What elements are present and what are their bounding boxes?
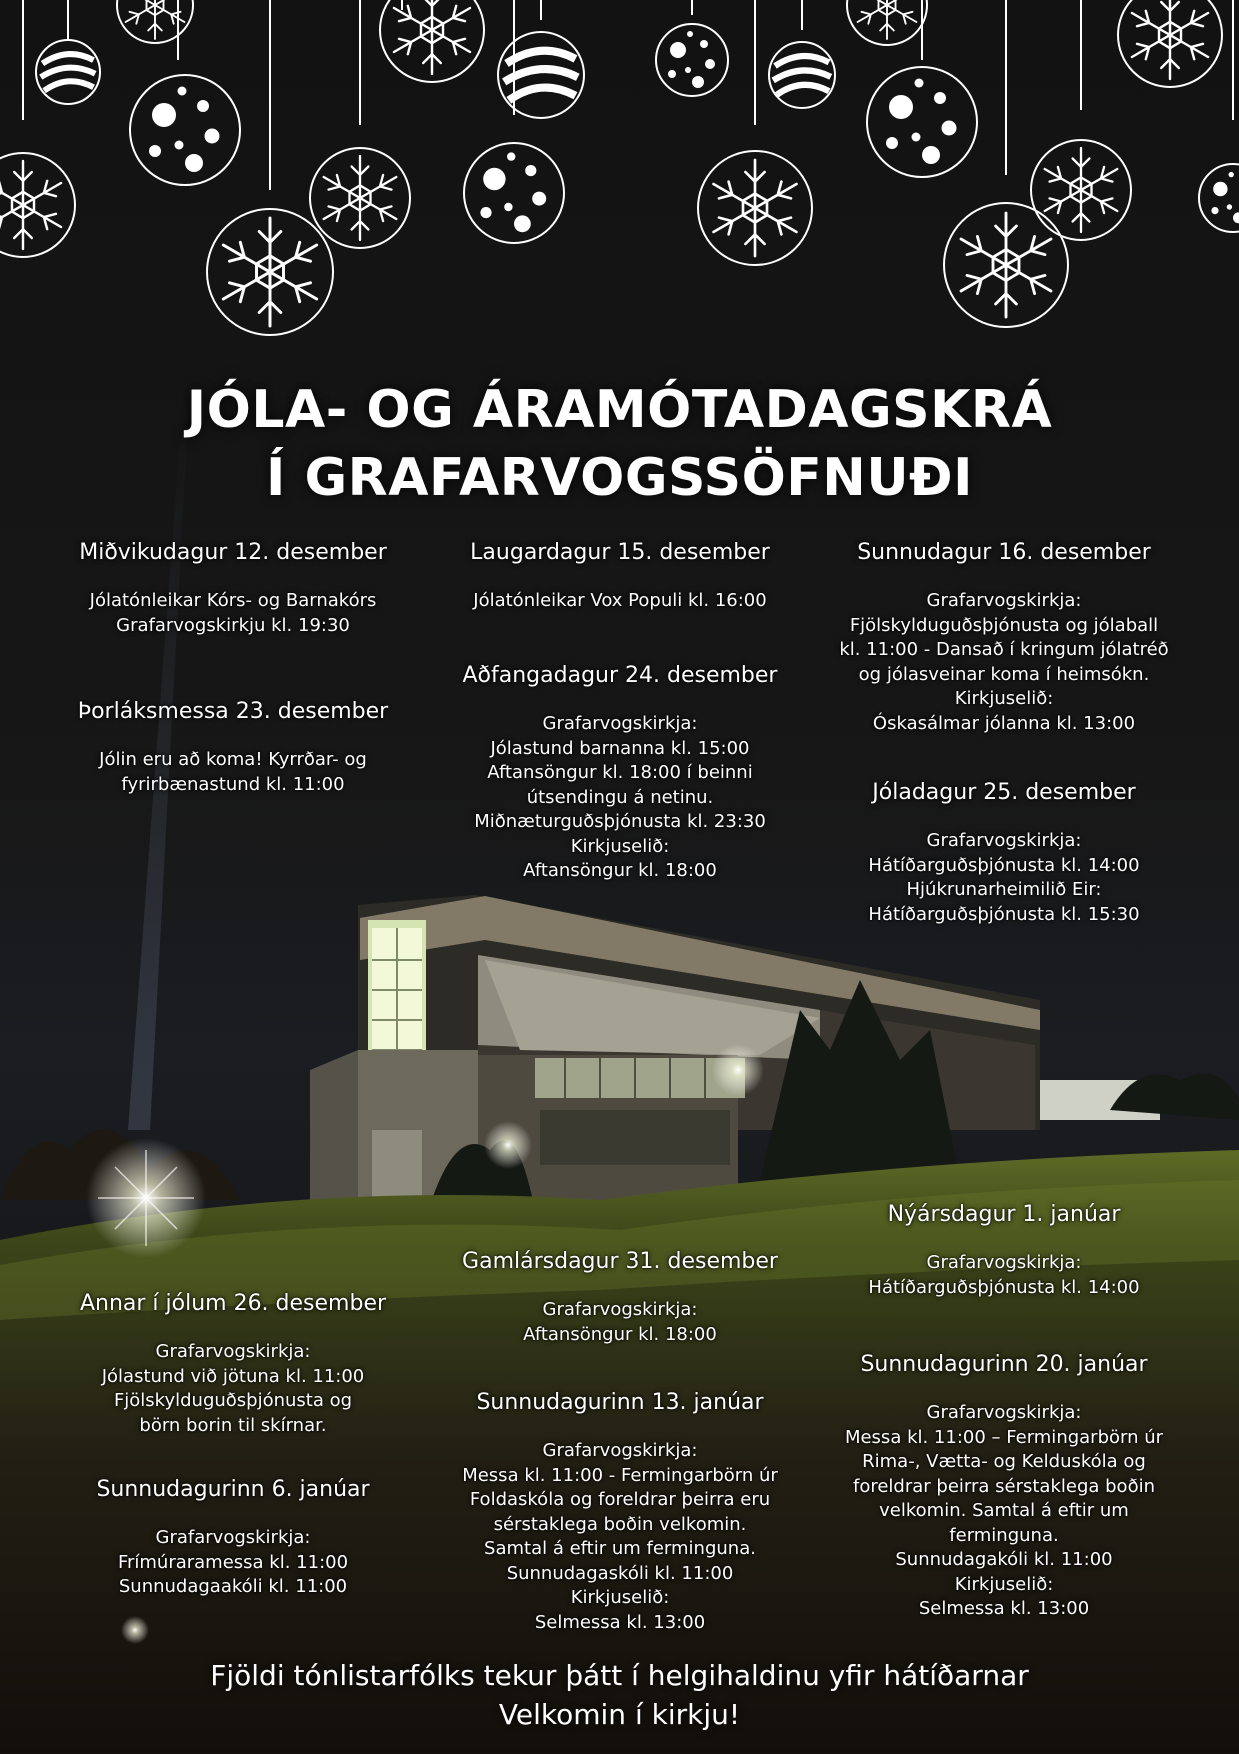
event-line: og jólasveinar koma í heimsókn. — [858, 663, 1150, 685]
page-title-line-2: Í GRAFARVOGSSÖFNUÐI — [266, 448, 973, 508]
event-line: Grafarvogskirkja: — [155, 1341, 311, 1362]
event-1-januar — [824, 1201, 1184, 1300]
event-31-desember — [440, 1248, 800, 1347]
event-line: velkomin. Samtal á eftir um — [879, 1500, 1129, 1521]
event-heading: Aðfangadagur 24. desember — [462, 663, 778, 688]
event-line: Sunnudagakóli kl. 11:00 — [895, 1549, 1113, 1570]
event-line: kl. 11:00 - Dansað í kringum jólatréð — [839, 639, 1169, 660]
page-title-line-1: JÓLA- OG ÁRAMÓTADAGSKRÁ — [186, 380, 1053, 440]
footer-line-1: Fjöldi tónlistarfólks tekur þátt í helgihaldinu yfir hátíðarnar — [210, 1659, 1029, 1692]
event-heading: Gamlársdagur 31. desember — [462, 1249, 778, 1274]
event-line: Grafarvogskirkju kl. 19:30 — [116, 614, 350, 636]
event-line: Hjúkrunarheimilið Eir: — [906, 879, 1102, 900]
event-line: Grafarvogskirkja: — [926, 1402, 1082, 1423]
event-line: börn borin til skírnar. — [139, 1414, 327, 1436]
event-line: Foldaskóla og foreldrar þeirra eru — [469, 1489, 771, 1510]
event-line: Grafarvogskirkja: — [926, 1252, 1082, 1273]
event-line: Sunnudagaakóli kl. 11:00 — [118, 1576, 348, 1597]
event-heading: Sunnudagur 16. desember — [857, 540, 1151, 565]
event-line: Aftansöngur kl. 18:00 — [523, 860, 717, 881]
event-16-desember — [824, 539, 1184, 736]
event-line: Kirkjuselið: — [954, 1573, 1054, 1595]
event-line: Jólatónleikar Kórs- og Barnakórs — [89, 590, 377, 611]
event-line: Grafarvogskirkja: — [542, 713, 698, 734]
event-line: Óskasálmar jólanna kl. 13:00 — [872, 712, 1136, 734]
event-line: Messa kl. 11:00 - Fermingarbörn úr — [462, 1464, 778, 1486]
event-line: Messa kl. 11:00 – Fermingarbörn úr — [844, 1426, 1164, 1448]
event-line: Selmessa kl. 13:00 — [534, 1611, 706, 1633]
event-heading: Sunnudagurinn 13. janúar — [476, 1390, 764, 1415]
event-13-januar — [440, 1389, 800, 1635]
event-heading: Sunnudagurinn 6. janúar — [96, 1477, 370, 1502]
event-line: Jólatónleikar Vox Populi kl. 16:00 — [473, 590, 767, 611]
event-line: Frímúraramessa kl. 11:00 — [117, 1551, 349, 1573]
event-line: Selmessa kl. 13:00 — [918, 1598, 1090, 1619]
event-heading: Laugardagur 15. desember — [470, 540, 770, 565]
event-heading: Miðvikudagur 12. desember — [79, 540, 387, 565]
event-line: Kirkjuselið: — [570, 835, 670, 857]
event-line: Grafarvogskirkja: — [926, 590, 1082, 611]
event-line: Fjölskylduguðsþjónusta og — [113, 1390, 353, 1411]
event-line: Grafarvogskirkja: — [926, 830, 1082, 851]
event-23-desember — [53, 698, 413, 797]
event-line: Hátíðarguðsþjónusta kl. 14:00 — [868, 854, 1140, 876]
event-heading: Annar í jólum 26. desember — [79, 1291, 387, 1316]
event-heading: Nýársdagur 1. janúar — [887, 1202, 1121, 1227]
event-6-januar — [53, 1476, 413, 1600]
event-line: Aftansöngur kl. 18:00 — [523, 1323, 717, 1345]
event-line: fyrirbænastund kl. 11:00 — [121, 773, 345, 795]
event-heading: Þorláksmessa 23. desember — [77, 699, 389, 724]
event-line: sérstaklega boðin velkomin. — [493, 1513, 747, 1535]
event-line: Hátíðarguðsþjónusta kl. 14:00 — [868, 1276, 1140, 1298]
event-24-desember — [440, 662, 800, 884]
event-line: Grafarvogskirkja: — [542, 1299, 698, 1320]
event-line: Hátíðarguðsþjónusta kl. 15:30 — [868, 903, 1140, 925]
event-line: Sunnudagaskóli kl. 11:00 — [506, 1562, 734, 1584]
event-26-desember — [53, 1290, 413, 1438]
event-line: Jólastund barnanna kl. 15:00 — [490, 737, 750, 759]
event-line: Jólin eru að koma! Kyrrðar- og — [99, 749, 367, 770]
event-line: Grafarvogskirkja: — [542, 1440, 698, 1461]
event-line: Kirkjuselið: — [570, 1587, 670, 1608]
event-12-desember — [53, 539, 413, 638]
event-line: Kirkjuselið: — [954, 688, 1054, 709]
event-line: útsendingu á netinu. — [526, 786, 714, 808]
event-line: Fjölskylduguðsþjónusta og jólaball — [849, 614, 1159, 636]
event-15-desember — [440, 539, 800, 614]
event-line: Jólastund við jötuna kl. 11:00 — [101, 1365, 365, 1387]
footer-line-2: Velkomin í kirkju! — [498, 1698, 741, 1731]
event-25-desember — [824, 779, 1184, 927]
event-line: Rima-, Vætta- og Kelduskóla og — [862, 1451, 1146, 1472]
event-line: Aftansöngur kl. 18:00 í beinni — [487, 762, 753, 783]
event-line: foreldrar þeirra sérstaklega boðin — [852, 1475, 1155, 1497]
event-line: ferminguna. — [949, 1524, 1059, 1546]
event-heading: Jóladagur 25. desember — [872, 780, 1136, 805]
event-line: Samtal á eftir um ferminguna. — [484, 1538, 756, 1559]
event-line: Grafarvogskirkja: — [155, 1527, 311, 1548]
event-20-januar — [824, 1351, 1184, 1622]
event-heading: Sunnudagurinn 20. janúar — [860, 1352, 1148, 1377]
event-line: Miðnæturguðsþjónusta kl. 23:30 — [474, 811, 766, 832]
